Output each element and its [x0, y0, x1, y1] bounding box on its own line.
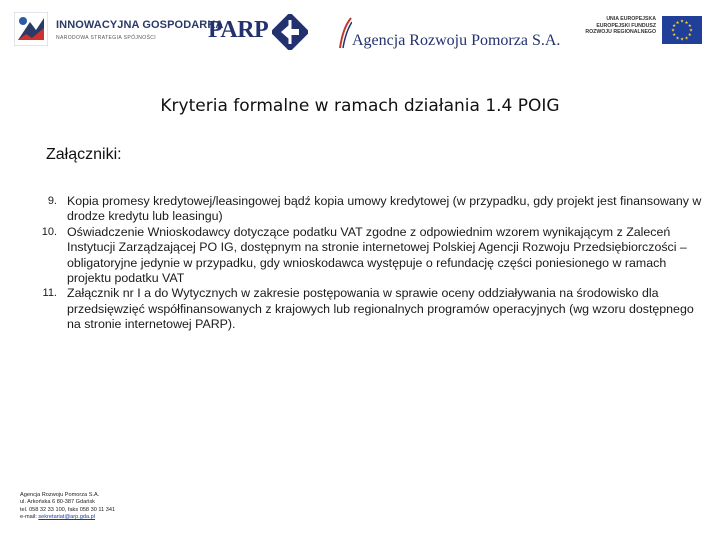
footer-company: Agencja Rozwoju Pomorza S.A. [20, 492, 100, 498]
eu-star: ★ [687, 23, 692, 29]
item-text: Załącznik nr I a do Wytycznych w zakresie postępowania w sprawie oceny oddziaływania na środowisko dla przedsięwzięć współfinansowanych z krajowych lub regionalnych programów operacyjnych (wg wzoru dostępnego na stronie internetowej PARP). [67, 286, 694, 332]
list-item [14, 286, 704, 332]
slide-title: Kryteria formalne w ramach działania 1.4 POIG [160, 96, 560, 116]
item-number: 10. [41, 225, 57, 238]
eu-line-3: ROZWOJU REGIONALNEGO [585, 29, 656, 35]
innowacyjna-gospodarka-logo [14, 12, 224, 52]
parp-logo [206, 14, 316, 50]
item-number: 9. [47, 195, 57, 207]
arp-logo [338, 16, 561, 50]
eu-star: ★ [675, 35, 680, 41]
arp-logo-text: Agencja Rozwoju Pomorza S.A. [352, 32, 561, 49]
footer-email-label: e-mail: [20, 514, 39, 521]
footer-email-line [20, 514, 115, 521]
eu-star: ★ [679, 18, 685, 24]
eu-star: ★ [684, 19, 689, 25]
eu-line-2: EUROPEJSKI FUNDUSZ [596, 22, 656, 29]
footer-email-link[interactable]: sekretariat@arp.gda.pl [38, 514, 96, 521]
list-item [14, 225, 704, 287]
eu-line-1: UNIA EUROPEJSKA [606, 16, 656, 22]
footer-contact [20, 492, 115, 522]
eu-logo [582, 14, 702, 50]
parp-arrows-icon [272, 14, 308, 50]
eu-star: ★ [687, 32, 692, 38]
eu-star: ★ [679, 36, 685, 42]
eu-star: ★ [670, 27, 676, 33]
footer-address: ul. Arkońska 6 80-387 Gdańsk [20, 499, 95, 506]
logo-bar [0, 8, 720, 54]
arp-swoosh-icon [338, 16, 352, 50]
ig-flag-icon [14, 12, 48, 46]
eu-star: ★ [675, 19, 680, 25]
attachments-heading: Załączniki: [46, 146, 122, 163]
eu-star: ★ [688, 27, 694, 33]
list-item [14, 194, 704, 225]
item-number: 11. [42, 287, 57, 300]
eu-star: ★ [684, 35, 689, 41]
eu-flag-icon [662, 16, 702, 44]
ig-logo-subtitle: NARODOWA STRATEGIA SPÓJNOŚCI [56, 35, 157, 41]
eu-logo-text [582, 16, 656, 36]
item-text: Oświadczenie Wnioskodawcy dotyczące podatku VAT zgodne z odpowiednim wzorem wynikającym z Zaleceń Instytucji Zarządzającej PO IG, dostępnym na stronie internetowej Polskiej Agencji Rozwoju Przedsiębiorczości – obligatoryjne jedynie w przypadku, gdy wnioskodawca występuje o refundację części poniesionego w ramach projektu podatku VAT [67, 224, 687, 286]
eu-star: ★ [672, 23, 677, 29]
footer-phone: tel. 058 32 33 100, faks 058 30 11 341 [20, 506, 116, 513]
attachments-list [14, 194, 704, 333]
parp-logo-text: PARP [208, 17, 269, 43]
item-text: Kopia promesy kredytowej/leasingowej bądź kopia umowy kredytowej (w przypadku, gdy projekt jest finansowany w drodze kredytu lub leasingu) [67, 194, 702, 224]
ig-logo-title: INNOWACYJNA GOSPODARKA [56, 19, 224, 31]
eu-star: ★ [672, 32, 677, 38]
